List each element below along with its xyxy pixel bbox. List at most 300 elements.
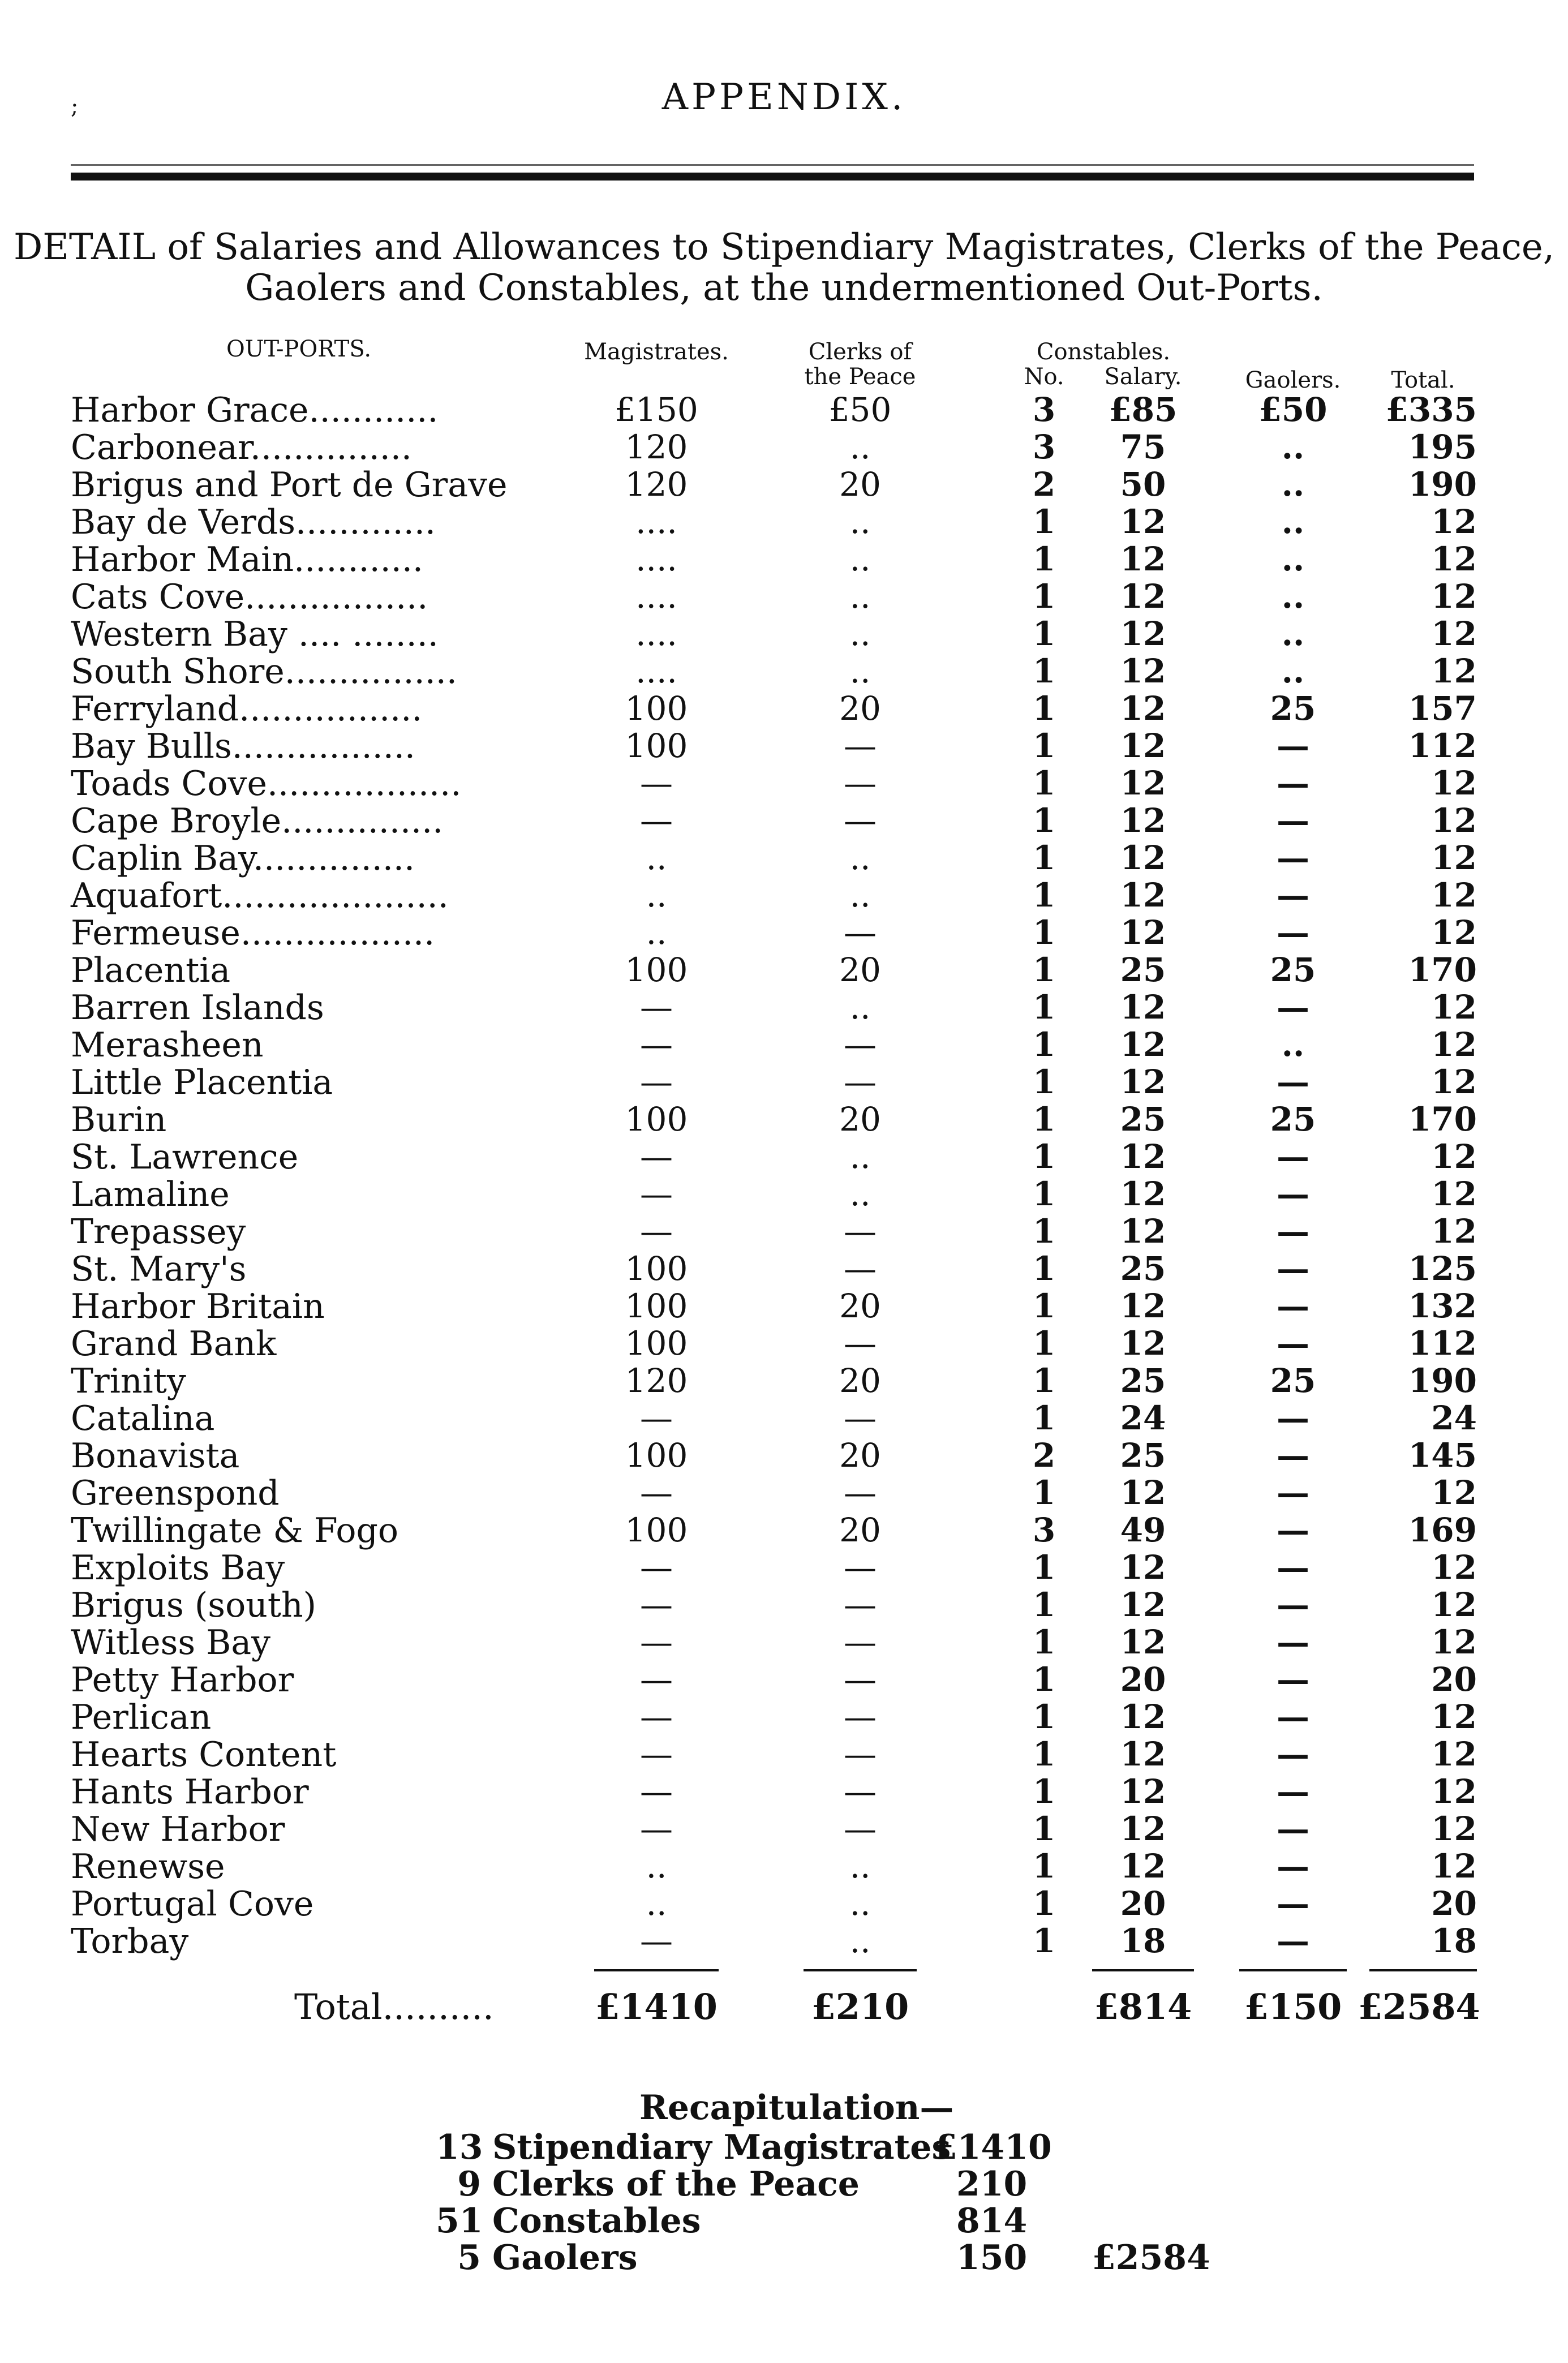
header-rule-thin (71, 164, 1474, 166)
cell-constables-salary: 20 (1120, 1884, 1166, 1923)
cell-magistrates: 120 (625, 428, 688, 466)
cell-gaolers: — (1277, 801, 1309, 840)
cell-constables-salary: 12 (1120, 764, 1166, 802)
cell-total: 12 (1431, 1212, 1477, 1251)
table-row (0, 689, 1568, 727)
cell-total: 12 (1431, 1137, 1477, 1176)
cell-gaolers: .. (1281, 540, 1305, 578)
totals-clerks: £210 (811, 1986, 909, 2027)
cell-constables-salary: 12 (1120, 1810, 1166, 1848)
cell-clerks: £50 (828, 390, 892, 429)
cell-constables-salary: 12 (1120, 1212, 1166, 1251)
cell-constables-salary: 50 (1120, 465, 1166, 504)
table-row (0, 1810, 1568, 1847)
cell-gaolers: — (1277, 1548, 1309, 1587)
underline-total (1369, 1969, 1477, 1971)
cell-constables-no: 1 (1032, 689, 1056, 728)
cell-magistrates: .... (635, 502, 677, 541)
cell-magistrates: 120 (625, 465, 688, 504)
cell-constables-no: 1 (1032, 1212, 1056, 1251)
cell-clerks: .. (849, 988, 871, 1026)
cell-gaolers: .. (1281, 1025, 1305, 1064)
cell-total: 20 (1431, 1884, 1477, 1923)
cell-total: 12 (1431, 1772, 1477, 1811)
totals-label: Total.......... (294, 1986, 494, 2027)
cell-place: Cats Cove................. (71, 577, 428, 617)
table-row (0, 1100, 1568, 1140)
cell-magistrates: — (640, 1810, 673, 1848)
cell-magistrates: — (640, 764, 673, 802)
cell-gaolers: — (1277, 1772, 1309, 1811)
cell-magistrates: 100 (625, 1324, 688, 1363)
cell-constables-salary: 12 (1120, 652, 1166, 690)
cell-constables-salary: 20 (1120, 1660, 1166, 1699)
col-header-magistrates: Magistrates. (584, 339, 729, 365)
cell-magistrates: — (640, 801, 673, 840)
underline-constables (1092, 1969, 1194, 1971)
table-row (0, 615, 1568, 652)
cell-constables-salary: 12 (1120, 1287, 1166, 1325)
cell-gaolers: — (1277, 1473, 1309, 1512)
cell-total: 20 (1431, 1660, 1477, 1699)
cell-constables-no: 1 (1032, 652, 1056, 690)
col-header-total: Total. (1391, 367, 1455, 393)
table-row (0, 1698, 1568, 1735)
cell-constables-no: 3 (1032, 1511, 1056, 1549)
cell-constables-salary: 12 (1120, 1175, 1166, 1213)
underline-magistrates (594, 1969, 719, 1971)
col-header-outports: OUT-PORTS. (226, 336, 372, 362)
cell-place: Cape Broyle............... (71, 801, 444, 841)
cell-magistrates: £150 (615, 390, 698, 429)
cell-place: Hants Harbor (71, 1772, 309, 1812)
cell-constables-no: 1 (1032, 1847, 1056, 1885)
cell-place: Toads Cove.................. (71, 764, 462, 804)
cell-constables-no: 1 (1032, 951, 1056, 989)
recap-count: 9 (457, 2164, 481, 2204)
table-row (0, 801, 1568, 839)
cell-total: 12 (1431, 1810, 1477, 1848)
recap-label: Clerks of the Peace (492, 2164, 860, 2204)
cell-clerks: 20 (839, 951, 881, 989)
col-header-constables-no: No. (1024, 364, 1064, 390)
col-header-gaolers: Gaolers. (1245, 367, 1341, 393)
cell-place: Greenspond (71, 1473, 280, 1513)
table-row (0, 1586, 1568, 1623)
cell-gaolers: — (1277, 1399, 1309, 1437)
cell-clerks: .. (849, 876, 871, 914)
cell-gaolers: — (1277, 1884, 1309, 1923)
cell-constables-no: 1 (1032, 1623, 1056, 1661)
cell-constables-no: 1 (1032, 1100, 1056, 1138)
table-row (0, 540, 1568, 577)
cell-clerks: — (844, 1698, 877, 1736)
cell-clerks: — (844, 1249, 877, 1288)
cell-gaolers: — (1277, 1660, 1309, 1699)
underline-gaolers (1239, 1969, 1347, 1971)
cell-constables-no: 1 (1032, 988, 1056, 1026)
cell-constables-no: 1 (1032, 876, 1056, 914)
table-row (0, 1922, 1568, 1959)
cell-clerks: — (844, 1548, 877, 1587)
cell-constables-salary: 12 (1120, 502, 1166, 541)
cell-constables-salary: 12 (1120, 913, 1166, 952)
table-row (0, 839, 1568, 876)
cell-clerks: — (844, 801, 877, 840)
cell-total: £335 (1385, 390, 1477, 429)
cell-constables-salary: 75 (1120, 428, 1166, 466)
cell-constables-salary: 25 (1120, 1436, 1166, 1475)
cell-constables-salary: 12 (1120, 615, 1166, 653)
cell-constables-no: 1 (1032, 801, 1056, 840)
table-row (0, 1025, 1568, 1063)
cell-magistrates: — (640, 1698, 673, 1736)
cell-magistrates: .. (646, 839, 667, 877)
cell-magistrates: .... (635, 540, 677, 578)
table-row (0, 428, 1568, 465)
cell-place: Burin (71, 1100, 167, 1140)
cell-clerks: .. (849, 1137, 871, 1176)
cell-place: Ferryland................. (71, 689, 423, 729)
cell-constables-salary: 25 (1120, 951, 1166, 989)
cell-magistrates: — (640, 1735, 673, 1773)
cell-gaolers: — (1277, 1212, 1309, 1251)
totals-gaolers: £150 (1244, 1986, 1342, 2027)
cell-place: Catalina (71, 1399, 215, 1438)
cell-constables-no: 1 (1032, 1586, 1056, 1624)
table-row (0, 1249, 1568, 1287)
cell-clerks: — (844, 1212, 877, 1251)
cell-constables-no: 1 (1032, 1249, 1056, 1288)
cell-place: New Harbor (71, 1810, 285, 1849)
cell-clerks: — (844, 1772, 877, 1811)
cell-clerks: — (844, 1025, 877, 1064)
cell-place: St. Mary's (71, 1249, 247, 1289)
cell-constables-salary: 12 (1120, 839, 1166, 877)
cell-constables-salary: 49 (1120, 1511, 1166, 1549)
cell-total: 12 (1431, 913, 1477, 952)
cell-gaolers: — (1277, 1324, 1309, 1363)
cell-total: 12 (1431, 615, 1477, 653)
cell-magistrates: 100 (625, 1287, 688, 1325)
cell-constables-no: 1 (1032, 913, 1056, 952)
cell-constables-no: 1 (1032, 540, 1056, 578)
cell-magistrates: — (640, 988, 673, 1026)
cell-magistrates: .... (635, 615, 677, 653)
table-row (0, 727, 1568, 764)
cell-clerks: .. (849, 577, 871, 616)
table-row (0, 502, 1568, 540)
cell-constables-salary: 12 (1120, 1324, 1166, 1363)
cell-constables-no: 1 (1032, 1548, 1056, 1587)
cell-place: Grand Bank (71, 1324, 277, 1364)
cell-place: Bay de Verds............. (71, 502, 436, 542)
table-row (0, 390, 1568, 428)
cell-place: Renewse (71, 1847, 225, 1887)
cell-constables-no: 1 (1032, 502, 1056, 541)
cell-gaolers: — (1277, 1810, 1309, 1848)
cell-constables-salary: 12 (1120, 1473, 1166, 1512)
cell-place: Perlican (71, 1698, 212, 1737)
cell-magistrates: — (640, 1473, 673, 1512)
cell-place: Harbor Grace............ (71, 390, 439, 430)
recap-amount: 814 (956, 2201, 1028, 2241)
cell-constables-no: 1 (1032, 577, 1056, 616)
cell-clerks: 20 (839, 1511, 881, 1549)
cell-gaolers: — (1277, 1847, 1309, 1885)
table-row (0, 1212, 1568, 1252)
cell-total: 12 (1431, 839, 1477, 877)
cell-clerks: — (844, 1735, 877, 1773)
cell-total: 125 (1408, 1249, 1477, 1288)
cell-magistrates: 100 (625, 1249, 688, 1288)
cell-constables-no: 1 (1032, 1025, 1056, 1064)
cell-magistrates: 100 (625, 951, 688, 989)
table-row (0, 1287, 1568, 1324)
cell-gaolers: 25 (1270, 689, 1316, 728)
cell-constables-no: 1 (1032, 1287, 1056, 1325)
table-row (0, 913, 1568, 951)
cell-clerks: 20 (839, 1361, 881, 1400)
cell-constables-no: 2 (1032, 465, 1056, 504)
cell-clerks: .. (849, 1884, 871, 1923)
cell-place: Harbor Main............ (71, 540, 423, 579)
cell-clerks: 20 (839, 1100, 881, 1138)
cell-gaolers: .. (1281, 577, 1305, 616)
table-row (0, 577, 1568, 615)
cell-place: Trepassey (71, 1212, 246, 1252)
cell-total: 170 (1408, 1100, 1477, 1138)
cell-constables-no: 1 (1032, 1175, 1056, 1213)
cell-magistrates: 100 (625, 1436, 688, 1475)
cell-clerks: 20 (839, 1436, 881, 1475)
table-row (0, 1473, 1568, 1511)
table-row (0, 1847, 1568, 1887)
cell-constables-salary: 12 (1120, 988, 1166, 1026)
cell-place: Petty Harbor (71, 1660, 294, 1700)
cell-constables-no: 1 (1032, 615, 1056, 653)
cell-gaolers: .. (1281, 428, 1305, 466)
recap-grand-total: £2584 (1092, 2238, 1210, 2278)
table-row (0, 1324, 1568, 1364)
cell-total: 12 (1431, 1735, 1477, 1773)
cell-magistrates: — (640, 1660, 673, 1699)
cell-gaolers: — (1277, 1137, 1309, 1176)
cell-gaolers: £50 (1258, 390, 1328, 429)
table-row (0, 764, 1568, 804)
cell-magistrates: .. (646, 876, 667, 914)
table-row (0, 1548, 1568, 1586)
cell-place: Brigus and Port de Grave (71, 465, 508, 505)
recap-heading: Recapitulation— (639, 2088, 954, 2128)
cell-total: 12 (1431, 764, 1477, 802)
recap-label: Gaolers (492, 2238, 638, 2278)
cell-total: 12 (1431, 577, 1477, 616)
cell-total: 190 (1408, 465, 1477, 504)
cell-constables-no: 3 (1032, 428, 1056, 466)
cell-constables-salary: 12 (1120, 1586, 1166, 1624)
cell-total: 190 (1408, 1361, 1477, 1400)
cell-constables-no: 1 (1032, 1324, 1056, 1363)
cell-place: Twillingate & Fogo (71, 1511, 398, 1550)
cell-constables-no: 1 (1032, 1884, 1056, 1923)
cell-magistrates: .. (646, 1847, 667, 1885)
cell-clerks: — (844, 1399, 877, 1437)
cell-constables-salary: 12 (1120, 1025, 1166, 1064)
cell-total: 12 (1431, 1548, 1477, 1587)
recap-count: 13 (436, 2128, 483, 2167)
header-rule-thick (71, 173, 1474, 181)
cell-total: 12 (1431, 652, 1477, 690)
cell-gaolers: — (1277, 1287, 1309, 1325)
cell-total: 12 (1431, 988, 1477, 1026)
cell-magistrates: — (640, 1623, 673, 1661)
document-title-line2: Gaolers and Constables, at the undermentioned Out-Ports. (245, 267, 1323, 309)
page-mark: ; (71, 93, 79, 119)
cell-total: 145 (1408, 1436, 1477, 1475)
cell-clerks: .. (849, 540, 871, 578)
table-row (0, 1063, 1568, 1100)
cell-clerks: — (844, 1810, 877, 1848)
cell-gaolers: — (1277, 988, 1309, 1026)
cell-place: Bonavista (71, 1436, 240, 1476)
cell-clerks: — (844, 1586, 877, 1624)
totals-grand: £2584 (1358, 1986, 1480, 2027)
cell-constables-no: 1 (1032, 1922, 1056, 1960)
cell-place: Merasheen (71, 1025, 264, 1065)
cell-total: 12 (1431, 1473, 1477, 1512)
cell-clerks: — (844, 1473, 877, 1512)
cell-constables-no: 1 (1032, 1810, 1056, 1848)
cell-clerks: .. (849, 1847, 871, 1885)
cell-total: 12 (1431, 1025, 1477, 1064)
cell-place: Placentia (71, 951, 231, 990)
cell-magistrates: .... (635, 577, 677, 616)
cell-constables-no: 1 (1032, 1137, 1056, 1176)
cell-clerks: .. (849, 1175, 871, 1213)
cell-gaolers: — (1277, 1511, 1309, 1549)
cell-magistrates: .. (646, 913, 667, 952)
cell-clerks: — (844, 913, 877, 952)
underline-clerks (804, 1969, 917, 1971)
cell-constables-salary: 12 (1120, 577, 1166, 616)
cell-constables-salary: 25 (1120, 1361, 1166, 1400)
cell-total: 157 (1408, 689, 1477, 728)
cell-clerks: .. (849, 502, 871, 541)
cell-gaolers: .. (1281, 465, 1305, 504)
table-row (0, 1361, 1568, 1399)
table-row (0, 1436, 1568, 1476)
cell-clerks: .. (849, 652, 871, 690)
cell-place: Little Placentia (71, 1063, 333, 1102)
cell-magistrates: — (640, 1399, 673, 1437)
cell-constables-no: 1 (1032, 839, 1056, 877)
cell-gaolers: 25 (1270, 951, 1316, 989)
cell-clerks: .. (849, 615, 871, 653)
cell-constables-no: 1 (1032, 1399, 1056, 1437)
cell-constables-no: 1 (1032, 1772, 1056, 1811)
cell-gaolers: — (1277, 727, 1309, 765)
cell-magistrates: — (640, 1212, 673, 1251)
cell-constables-salary: £85 (1109, 390, 1178, 429)
cell-clerks: .. (849, 1922, 871, 1960)
cell-gaolers: — (1277, 1735, 1309, 1773)
cell-constables-salary: 12 (1120, 801, 1166, 840)
cell-total: 132 (1408, 1287, 1477, 1325)
recap-amount: 150 (956, 2238, 1028, 2278)
cell-total: 12 (1431, 876, 1477, 914)
recap-label: Stipendiary Magistrates (492, 2128, 951, 2167)
cell-magistrates: 100 (625, 1511, 688, 1549)
table-row (0, 652, 1568, 689)
recap-amount: 210 (956, 2164, 1028, 2204)
totals-constables: £814 (1094, 1986, 1192, 2027)
cell-constables-no: 1 (1032, 764, 1056, 802)
cell-place: Exploits Bay (71, 1548, 285, 1588)
cell-constables-no: 1 (1032, 727, 1056, 765)
table-row (0, 876, 1568, 916)
cell-place: Carbonear............... (71, 428, 412, 467)
table-row (0, 1511, 1568, 1548)
cell-place: Torbay (71, 1922, 189, 1961)
cell-place: Lamaline (71, 1175, 230, 1214)
cell-clerks: — (844, 764, 877, 802)
cell-gaolers: 25 (1270, 1361, 1316, 1400)
cell-total: 112 (1408, 727, 1477, 765)
cell-constables-salary: 12 (1120, 876, 1166, 914)
cell-total: 170 (1408, 951, 1477, 989)
cell-constables-salary: 12 (1120, 1847, 1166, 1885)
cell-constables-salary: 12 (1120, 1735, 1166, 1773)
cell-magistrates: — (640, 1548, 673, 1587)
cell-gaolers: — (1277, 1249, 1309, 1288)
table-row (0, 1175, 1568, 1212)
cell-gaolers: — (1277, 1623, 1309, 1661)
cell-total: 195 (1408, 428, 1477, 466)
cell-gaolers: — (1277, 1922, 1309, 1960)
cell-total: 12 (1431, 1175, 1477, 1213)
cell-place: Hearts Content (71, 1735, 337, 1775)
cell-constables-salary: 25 (1120, 1249, 1166, 1288)
col-header-clerks-line1: Clerks of (808, 339, 912, 365)
cell-magistrates: — (640, 1063, 673, 1101)
cell-constables-salary: 12 (1120, 1063, 1166, 1101)
cell-constables-salary: 18 (1120, 1922, 1166, 1960)
cell-constables-no: 1 (1032, 1735, 1056, 1773)
cell-gaolers: — (1277, 876, 1309, 914)
cell-gaolers: 25 (1270, 1100, 1316, 1138)
cell-gaolers: — (1277, 913, 1309, 952)
cell-constables-salary: 12 (1120, 1698, 1166, 1736)
recap-count: 5 (457, 2238, 481, 2278)
col-header-constables: Constables. (1036, 339, 1171, 365)
cell-total: 12 (1431, 540, 1477, 578)
cell-total: 112 (1408, 1324, 1477, 1363)
cell-constables-salary: 12 (1120, 1623, 1166, 1661)
cell-clerks: — (844, 1324, 877, 1363)
cell-place: Fermeuse.................. (71, 913, 435, 953)
cell-constables-no: 1 (1032, 1361, 1056, 1400)
cell-magistrates: — (640, 1025, 673, 1064)
cell-magistrates: — (640, 1922, 673, 1960)
cell-magistrates: — (640, 1175, 673, 1213)
table-row (0, 1623, 1568, 1660)
cell-place: Harbor Britain (71, 1287, 325, 1326)
cell-constables-no: 1 (1032, 1698, 1056, 1736)
cell-place: Brigus (south) (71, 1586, 317, 1625)
cell-clerks: 20 (839, 689, 881, 728)
cell-constables-salary: 12 (1120, 540, 1166, 578)
